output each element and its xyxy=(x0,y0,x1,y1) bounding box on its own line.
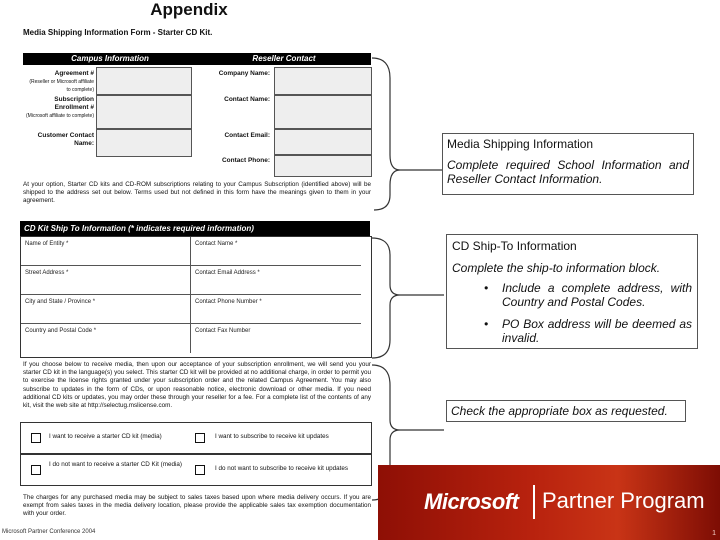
check-box-callout xyxy=(446,400,686,422)
agreement-label: Agreement # (Reseller or Microsoft affiliate to complete) xyxy=(29,70,94,93)
ship-to-header: CD Kit Ship To Information (* indicates required information) xyxy=(20,221,370,236)
reseller-contact-name-label: Contact Name: xyxy=(224,96,270,103)
not-want-kit-label: I do not want to receive a starter CD Kit (media) xyxy=(49,461,182,468)
ship-to-grid xyxy=(20,236,372,358)
form-title: Media Shipping Information Form - Starter CD Kit. xyxy=(23,28,213,37)
ship-callout-text: Complete the ship-to information block. xyxy=(452,261,661,275)
street-address-field[interactable]: Street Address * xyxy=(21,266,191,295)
not-want-kit-checkbox[interactable] xyxy=(31,465,41,475)
media-shipping-callout xyxy=(442,133,694,195)
want-kit-checkbox[interactable] xyxy=(31,433,41,443)
microsoft-logo: Microsoft xyxy=(424,489,519,514)
partner-program-label: Partner Program xyxy=(542,488,705,513)
customer-contact-input[interactable] xyxy=(96,129,192,157)
company-name-input[interactable] xyxy=(274,67,372,95)
ship-contact-email-field[interactable]: Contact Email Address * xyxy=(191,266,361,295)
ship-to-callout xyxy=(446,234,698,349)
want-updates-checkbox[interactable] xyxy=(195,433,205,443)
reseller-contact-header: Reseller Contact xyxy=(197,53,371,65)
choice-row-want xyxy=(20,422,372,454)
subscription-enrollment-input[interactable] xyxy=(96,95,192,129)
option-paragraph: At your option, Starter CD kits and CD-ROM subscriptions relating to your Campus Subscription (identified above) will be shipped to the address set out below. Terms used but not defined in this form have the meanings given to them in your agreement. xyxy=(23,181,371,205)
page-number: 1 xyxy=(712,530,716,537)
check-callout-text: Check the appropriate box as requested. xyxy=(451,404,668,418)
ship-contact-name-field[interactable]: Contact Name * xyxy=(191,237,361,266)
ship-contact-phone-field[interactable]: Contact Phone Number * xyxy=(191,295,361,324)
want-updates-label: I want to subscribe to receive kit updates xyxy=(215,433,329,440)
sales-tax-paragraph: The charges for any purchased media may be subject to sales taxes based upon where media delivery occurs. If you are exempt from sales taxes in the media delivery location, please provide the applicable sales tax exemption documentation with your order. xyxy=(23,494,371,518)
want-kit-label: I want to receive a starter CD kit (media) xyxy=(49,433,162,440)
media-callout-text: Complete required School Information and Reseller Contact Information. xyxy=(447,158,689,186)
contact-phone-input[interactable] xyxy=(274,155,372,177)
city-state-field[interactable]: City and State / Province * xyxy=(21,295,191,324)
ship-bullet-1: • Include a complete address, with Country and Postal Codes. xyxy=(484,281,692,309)
agreement-input[interactable] xyxy=(96,67,192,95)
ship-bullet-2: • PO Box address will be deemed as invalid. xyxy=(484,317,692,345)
ship-callout-title: CD Ship-To Information xyxy=(452,239,577,253)
contact-email-label: Contact Email: xyxy=(224,132,270,139)
conference-footer: Microsoft Partner Conference 2004 xyxy=(2,529,96,535)
campus-info-header: Campus Information xyxy=(23,53,197,65)
media-callout-title: Media Shipping Information xyxy=(447,137,594,151)
contact-email-input[interactable] xyxy=(274,129,372,155)
not-want-updates-label: I do not want to subscribe to receive kit updates xyxy=(215,465,349,472)
choice-row-not-want xyxy=(20,454,372,486)
not-want-updates-checkbox[interactable] xyxy=(195,465,205,475)
brace-connectors xyxy=(360,0,450,540)
country-postal-field[interactable]: Country and Postal Code * xyxy=(21,324,191,353)
subscription-enrollment-label: Subscription Enrollment # (Microsoft affiliate to complete) xyxy=(26,96,94,119)
partner-program-banner xyxy=(378,465,720,540)
entity-name-field[interactable]: Name of Entity * xyxy=(21,237,191,266)
logo-separator xyxy=(533,485,535,519)
page-title: Appendix xyxy=(150,0,228,19)
customer-contact-label: Customer Contact Name: xyxy=(37,132,94,147)
reseller-contact-name-input[interactable] xyxy=(274,95,372,129)
media-brace xyxy=(372,58,400,210)
ship-brace xyxy=(372,238,400,358)
company-name-label: Company Name: xyxy=(218,70,270,77)
receive-media-paragraph: If you choose below to receive media, then upon our acceptance of your subscription enrollment, we will send you your starter CD kit in the language(s) you select. This starter CD kit will be provided at no additional charge, in order to permit you to exercise the license rights granted under your subscription order and the related Campus Agreement. You may also subscribe to updates in the form of CDs, or upon reasonable notice, electronic download or other media. If you need additional CD kits or updates, you may order these through your reseller for a fee. For a complete list of the contents of any kit, visit the web site at http://selectug.mslicense.com. xyxy=(23,361,371,410)
ship-contact-fax-field[interactable]: Contact Fax Number xyxy=(195,328,251,334)
contact-phone-label: Contact Phone: xyxy=(221,157,270,164)
